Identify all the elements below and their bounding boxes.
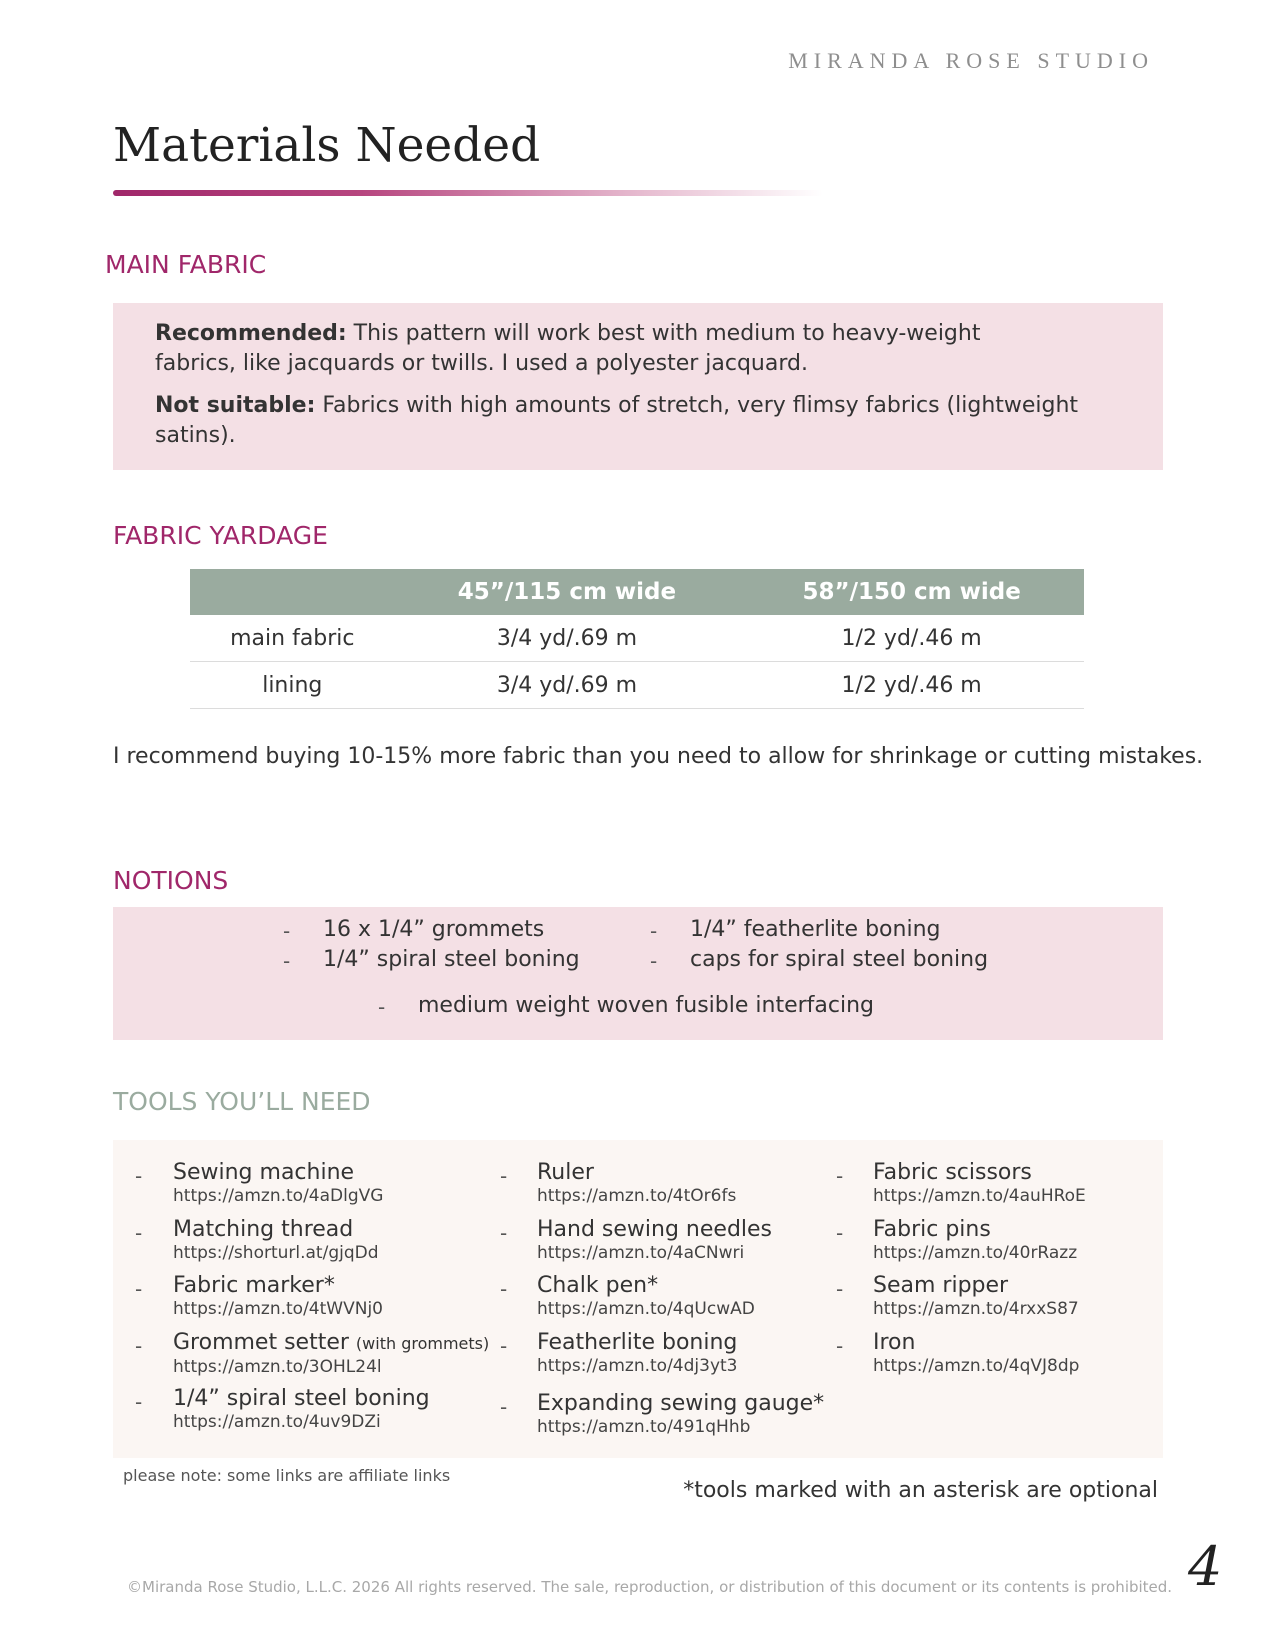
bullet-dash: -: [500, 1164, 508, 1188]
page-title: Materials Needed: [113, 118, 541, 173]
tool-name: Chalk pen*: [537, 1273, 659, 1298]
notion-item: medium weight woven fusible interfacing: [418, 993, 874, 1018]
copyright-footer: ©Miranda Rose Studio, L.L.C. 2026 All rights reserved. The sale, reproduction, or distribution of this document or its contents is prohibited.: [127, 1578, 1173, 1596]
notions-box: [113, 907, 1163, 1040]
bullet-dash: -: [135, 1164, 143, 1188]
bullet-dash: -: [500, 1221, 508, 1245]
notions-heading: NOTIONS: [113, 866, 229, 895]
tool-name: Fabric pins: [873, 1217, 991, 1242]
tool-link[interactable]: https://amzn.to/491qHhb: [537, 1417, 751, 1437]
column-header: 58”/150 cm wide: [739, 569, 1084, 615]
recommended-text: This pattern will work best with medium to heavy-weight fabrics, like jacquards or twills. I used a polyester jacquard.: [155, 321, 981, 376]
tools-heading: TOOLS YOU’LL NEED: [113, 1087, 371, 1116]
tool-link[interactable]: https://amzn.to/3OHL24l: [173, 1357, 382, 1377]
bullet-dash: -: [500, 1334, 508, 1358]
tool-name: Ruler: [537, 1160, 594, 1185]
recommended-label: Recommended:: [155, 321, 347, 346]
list-item: [173, 1386, 430, 1432]
not-suitable-text: Fabrics with high amounts of stretch, very flimsy fabrics (lightweight satins).: [155, 393, 1079, 448]
list-item: [537, 1217, 772, 1263]
list-item: [173, 1160, 383, 1206]
tool-name: Fabric marker*: [173, 1273, 335, 1298]
tool-name: Matching thread: [173, 1217, 354, 1242]
main-fabric-box: [113, 303, 1163, 470]
table-row: [190, 662, 1084, 709]
table-cell: 1/2 yd/.46 m: [739, 662, 1084, 709]
notion-item: 16 x 1/4” grommets: [323, 917, 545, 942]
tool-name-text: Grommet setter: [173, 1330, 356, 1355]
list-item: [873, 1217, 1077, 1263]
yardage-table: [190, 569, 1084, 709]
bullet-dash: -: [650, 949, 658, 973]
bullet-dash: -: [135, 1334, 143, 1358]
column-header: [190, 569, 395, 615]
bullet-dash: -: [283, 949, 291, 973]
list-item: [173, 1217, 379, 1263]
row-label: main fabric: [190, 615, 395, 662]
optional-note: *tools marked with an asterisk are optional: [683, 1478, 1158, 1503]
tool-link[interactable]: https://amzn.to/40rRazz: [873, 1243, 1078, 1263]
tool-link[interactable]: https://amzn.to/4rxxS87: [873, 1299, 1079, 1319]
bullet-dash: -: [378, 995, 386, 1019]
list-item: [537, 1330, 738, 1376]
tool-link[interactable]: https://amzn.to/4qUcwAD: [537, 1299, 755, 1319]
tool-name: [173, 1330, 489, 1357]
bullet-dash: -: [135, 1277, 143, 1301]
list-item: [173, 1330, 489, 1377]
bullet-dash: -: [836, 1334, 844, 1358]
list-item: [537, 1391, 824, 1437]
tool-link[interactable]: https://amzn.to/4tOr6fs: [537, 1186, 737, 1206]
bullet-dash: -: [283, 919, 291, 943]
recommended-paragraph: [155, 319, 1055, 379]
bullet-dash: -: [836, 1164, 844, 1188]
fabric-yardage-heading: FABRIC YARDAGE: [113, 521, 328, 550]
list-item: [873, 1160, 1086, 1206]
tool-link[interactable]: https://amzn.to/4auHRoE: [873, 1186, 1086, 1206]
title-underline: [113, 190, 823, 196]
notion-item: 1/4” featherlite boning: [690, 917, 941, 942]
tool-link[interactable]: https://amzn.to/4tWVNj0: [173, 1299, 383, 1319]
list-item: [873, 1273, 1079, 1319]
tool-name: Seam ripper: [873, 1273, 1009, 1298]
tool-link[interactable]: https://shorturl.at/gjqDd: [173, 1243, 379, 1263]
bullet-dash: -: [836, 1221, 844, 1245]
tools-box: [113, 1140, 1163, 1458]
page-number: 4: [1188, 1535, 1223, 1598]
tool-name: Hand sewing needles: [537, 1217, 773, 1242]
bullet-dash: -: [500, 1277, 508, 1301]
table-cell: 3/4 yd/.69 m: [395, 615, 740, 662]
main-fabric-heading: MAIN FABRIC: [105, 250, 267, 279]
bullet-dash: -: [836, 1277, 844, 1301]
tool-name: Expanding sewing gauge*: [537, 1391, 825, 1416]
not-suitable-paragraph: [155, 391, 1155, 451]
tool-name: Fabric scissors: [873, 1160, 1032, 1185]
tool-name: 1/4” spiral steel boning: [173, 1386, 430, 1411]
tool-name: Iron: [873, 1330, 916, 1355]
tool-name: Sewing machine: [173, 1160, 355, 1185]
list-item: [873, 1330, 1079, 1376]
notion-item: caps for spiral steel boning: [690, 947, 989, 972]
brand-name: MIRANDA ROSE STUDIO: [788, 48, 1154, 73]
bullet-dash: -: [500, 1395, 508, 1419]
tool-link[interactable]: https://amzn.to/4uv9DZi: [173, 1412, 381, 1432]
tool-link[interactable]: https://amzn.to/4aCNwri: [537, 1243, 745, 1263]
tool-link[interactable]: https://amzn.to/4aDlgVG: [173, 1186, 384, 1206]
table-cell: 3/4 yd/.69 m: [395, 662, 740, 709]
affiliate-note: please note: some links are affiliate links: [123, 1466, 451, 1485]
table-row: [190, 615, 1084, 662]
tool-name: Featherlite boning: [537, 1330, 738, 1355]
list-item: [173, 1273, 383, 1319]
column-header: 45”/115 cm wide: [395, 569, 740, 615]
tool-name-extra: (with grommets): [355, 1334, 490, 1353]
table-cell: 1/2 yd/.46 m: [739, 615, 1084, 662]
bullet-dash: -: [135, 1221, 143, 1245]
tool-link[interactable]: https://amzn.to/4qVJ8dp: [873, 1356, 1080, 1376]
not-suitable-label: Not suitable:: [155, 393, 316, 418]
list-item: [537, 1160, 736, 1206]
yardage-note: I recommend buying 10-15% more fabric than you need to allow for shrinkage or cutting mistakes.: [113, 744, 1204, 769]
list-item: [537, 1273, 755, 1319]
row-label: lining: [190, 662, 395, 709]
notion-item: 1/4” spiral steel boning: [323, 947, 580, 972]
bullet-dash: -: [135, 1390, 143, 1414]
yardage-header-row: [190, 569, 1084, 615]
bullet-dash: -: [650, 919, 658, 943]
tool-link[interactable]: https://amzn.to/4dj3yt3: [537, 1356, 738, 1376]
